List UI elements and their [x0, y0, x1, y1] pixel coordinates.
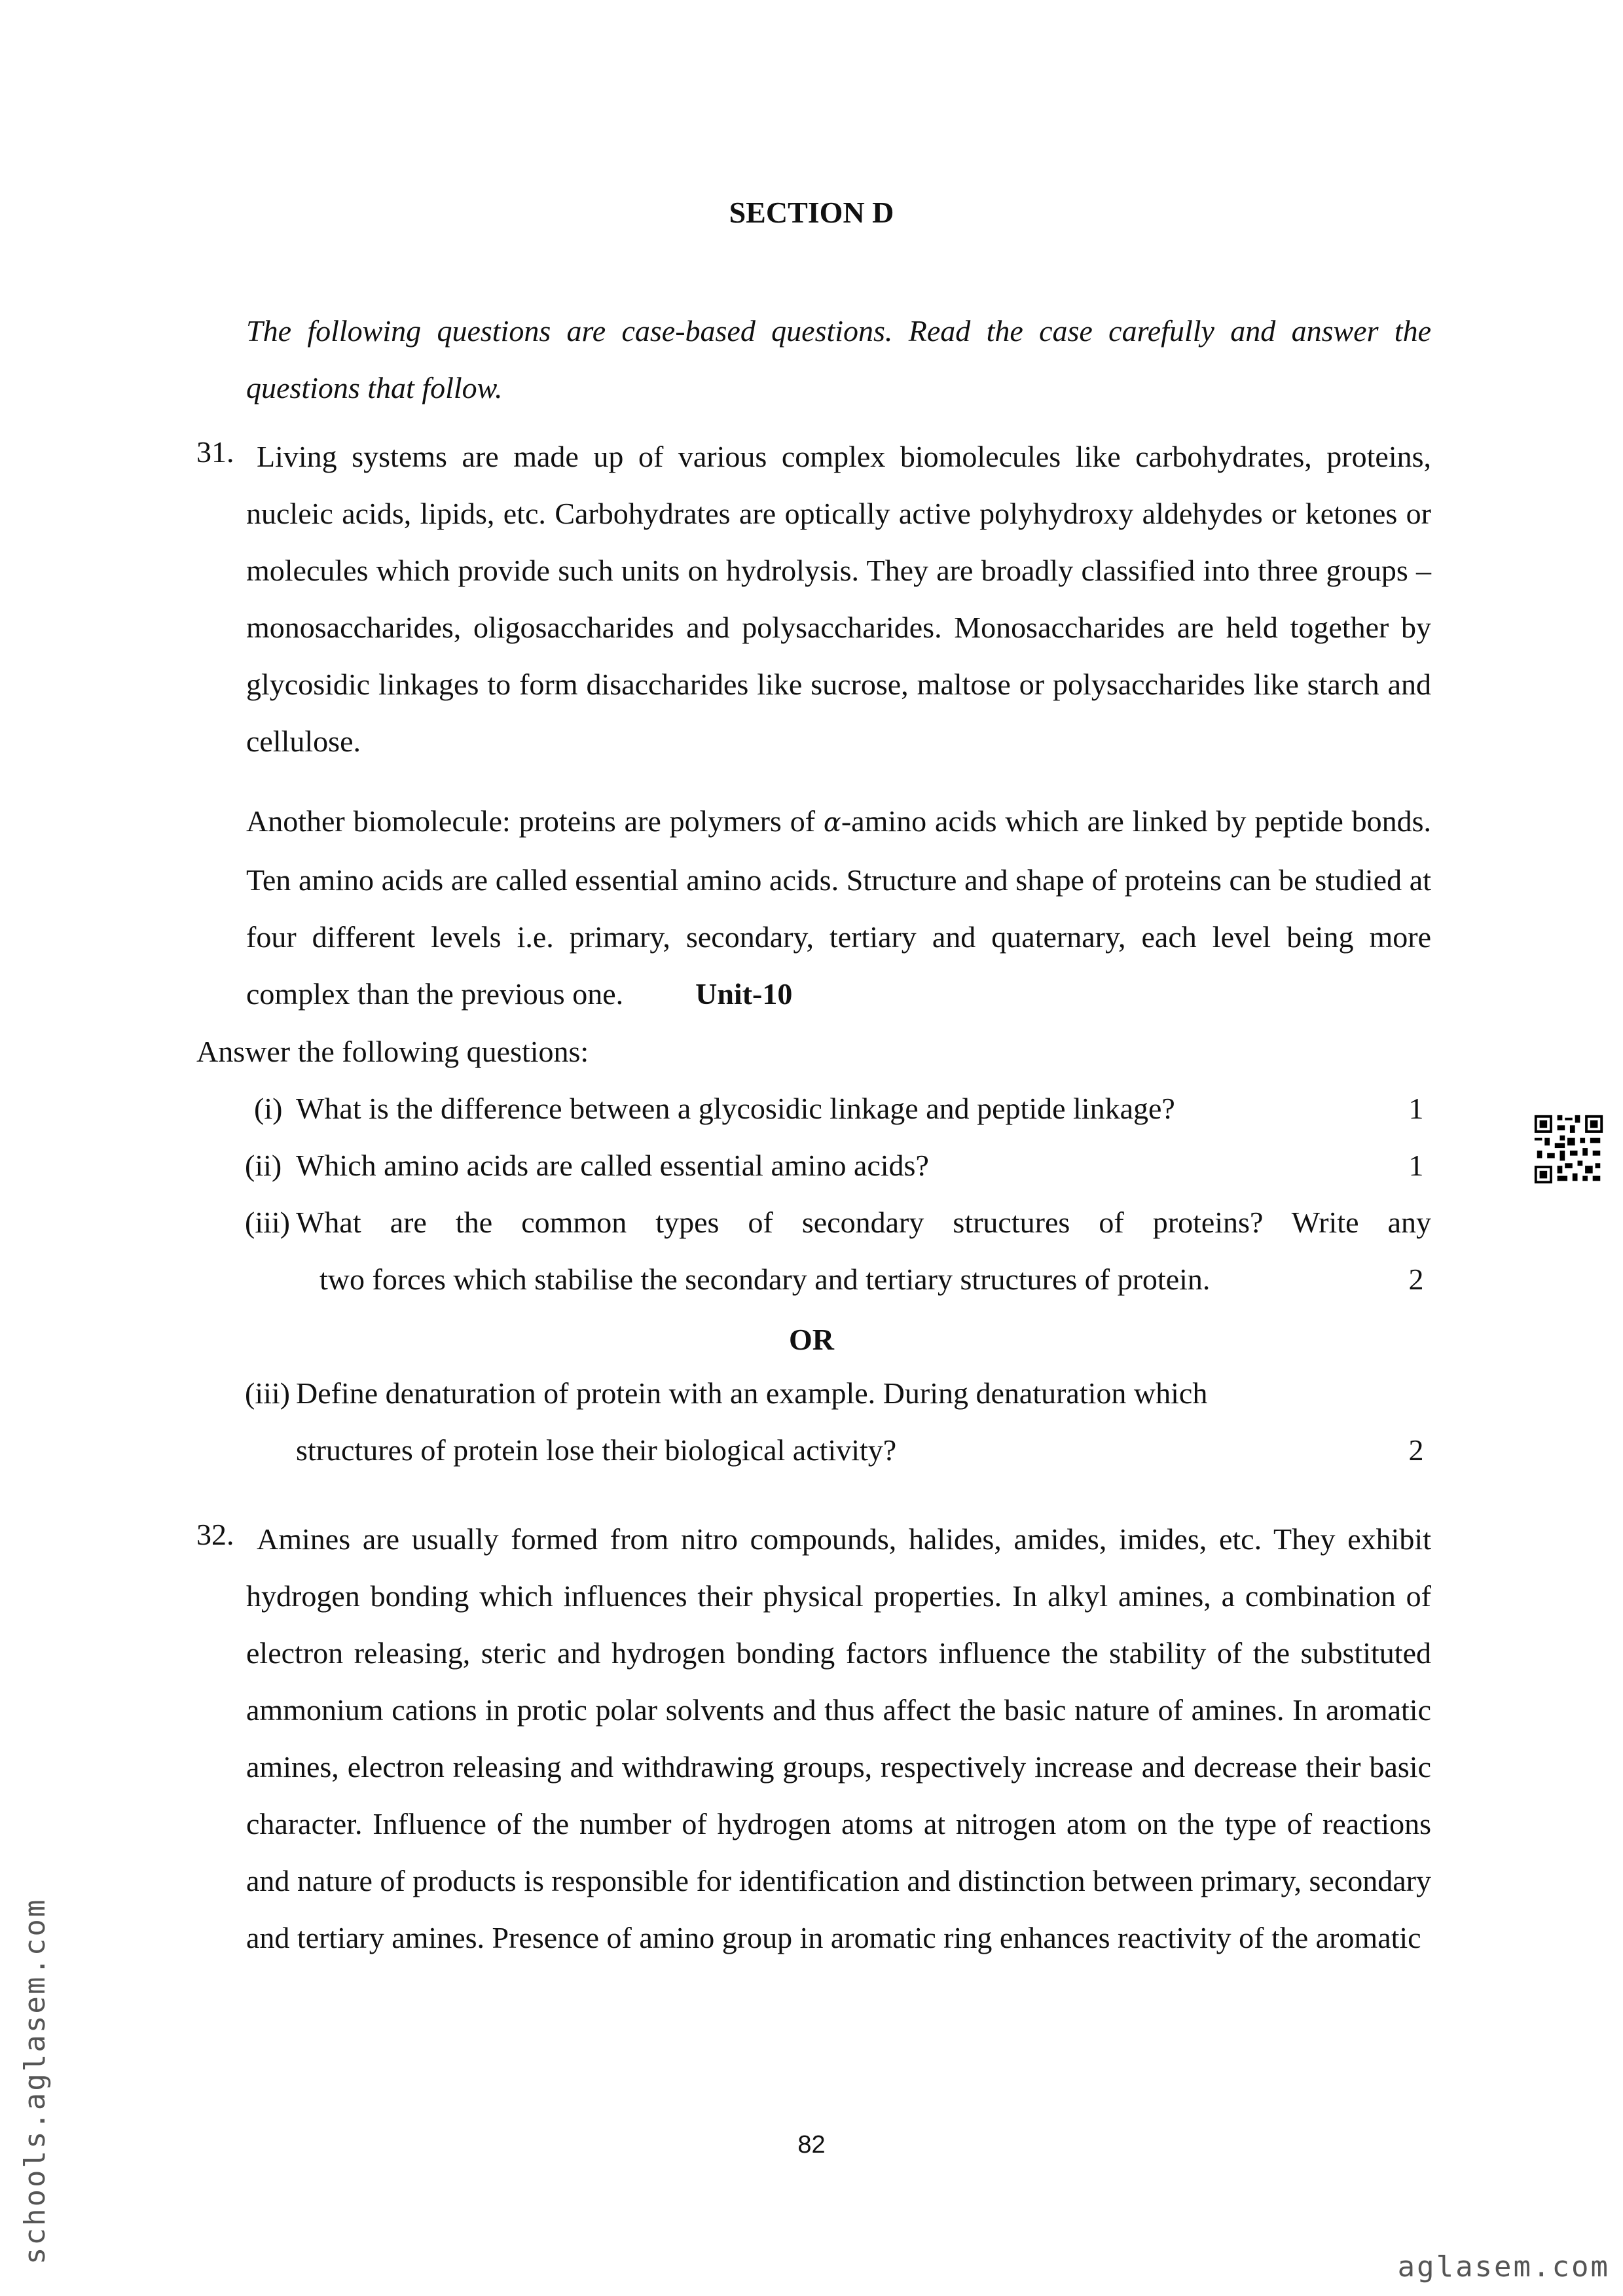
qr-code — [1532, 1113, 1605, 1186]
subquestion-ii-label: (ii) — [245, 1149, 282, 1182]
page-number: 82 — [797, 2131, 826, 2159]
subquestion-iii-alt-line-2: structures of protein lose their biological activity? — [296, 1433, 897, 1467]
alpha-symbol: α — [823, 808, 841, 838]
section-title: SECTION D — [729, 196, 894, 229]
question-31-number: 31. — [196, 435, 234, 469]
subquestion-iii-marks: 2 — [1408, 1263, 1424, 1296]
para2-text-before: Another biomolecule: proteins are polymers of — [246, 804, 824, 838]
subquestion-iii-alt-line-1: Define denaturation of protein with an example. During denaturation which — [296, 1376, 1208, 1410]
question-32-paragraph: Amines are usually formed from nitro compounds, halides, amides, imides, etc. They exhibit hydrogen bonding which influences their physical properties. In alkyl amines, a combination of electron releasing, steric and hydrogen bonding factors influence the stability of the substituted ammonium cations in protic polar solvents and thus affect the basic nature of amines. In aromatic amines, electron releasing and withdrawing groups, respectively increase and decrease their basic character. Influence of the number of hydrogen atoms at nitrogen atom on the type of reactions and nature of products is responsible for identification and distinction between primary, secondary and tertiary amines. Presence of amino group in aromatic ring enhances reactivity of the aromatic — [246, 1522, 1431, 1954]
subquestion-i-text: What is the difference between a glycosidic linkage and peptide linkage? — [296, 1092, 1175, 1125]
side-watermark[interactable]: schools.aglasem.com — [18, 1897, 52, 2265]
subquestion-iii-alt-label: (iii) — [245, 1376, 290, 1410]
subquestion-i-marks: 1 — [1408, 1092, 1424, 1125]
bottom-watermark[interactable]: aglasem.com — [1397, 2250, 1610, 2284]
subquestion-ii-text: Which amino acids are called essential amino acids? — [296, 1149, 929, 1182]
or-separator: OR — [789, 1323, 834, 1356]
subquestion-iii-label: (iii) — [245, 1206, 290, 1239]
subquestion-i-label: (i) — [254, 1092, 283, 1125]
question-31-paragraph-2 — [246, 793, 1431, 1022]
question-32-number: 32. — [196, 1518, 234, 1551]
answer-instruction: Answer the following questions: — [196, 1035, 589, 1068]
para2-text-after: -amino acids which are linked by peptide bonds. Ten amino acids are called essential amino acids. Structure and shape of proteins can be studied at four different levels i.e. primary, secondary, tertiary and quaternary, each level being more complex than the previous one. — [246, 804, 1431, 1011]
subquestion-iii-line-1: What are the common types of secondary structures of proteins? Write any — [296, 1206, 1431, 1239]
subquestion-iii-alt-marks: 2 — [1408, 1433, 1424, 1467]
instructions: The following questions are case-based questions. Read the case carefully and answer the questions that follow. — [246, 314, 1431, 404]
unit-label: Unit-10 — [695, 977, 793, 1011]
subquestion-ii-marks: 1 — [1408, 1149, 1424, 1182]
question-31-paragraph-1: Living systems are made up of various complex biomolecules like carbohydrates, proteins, nucleic acids, lipids, etc. Carbohydrates are optically active polyhydroxy aldehydes or ketones or molecules which provide such units on hydrolysis. They are broadly classified into three groups – monosaccharides, oligosaccharides and polysaccharides. Monosaccharides are held together by glycosidic linkages to form disaccharides like sucrose, maltose or polysaccharides like starch and cellulose. — [246, 440, 1431, 758]
subquestion-iii-line-2: two forces which stabilise the secondary and tertiary structures of protein. — [319, 1263, 1211, 1296]
